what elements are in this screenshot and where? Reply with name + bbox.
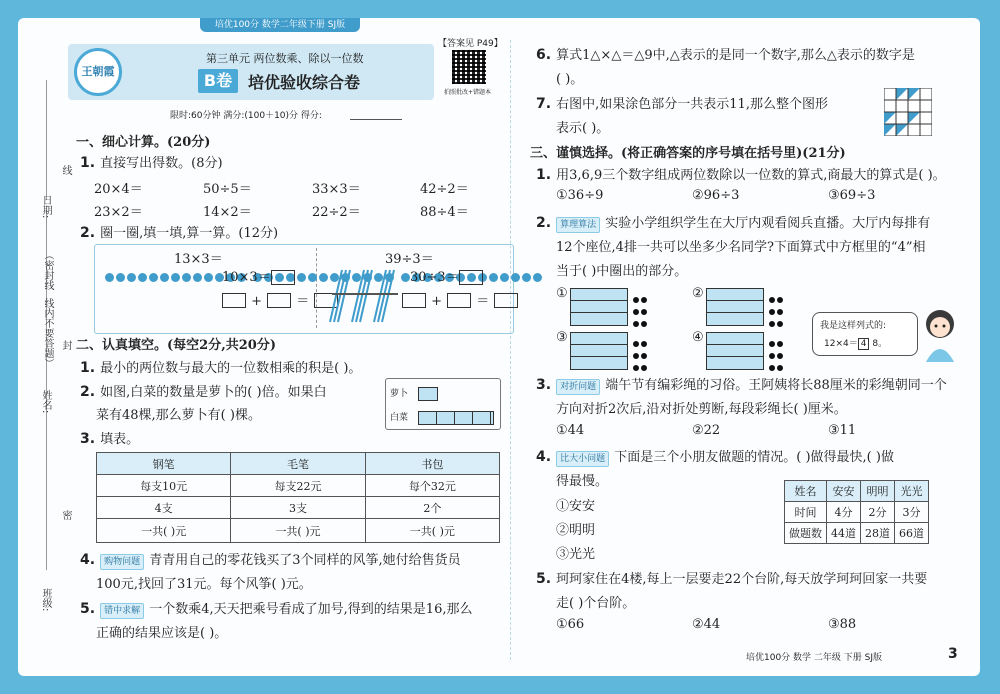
answer-box[interactable] [402,293,426,308]
table-cell: 3分 [895,502,929,523]
choice-1-text[interactable]: 用3,6,9三个数字组成两位数除以一位数的算式,商最大的算式是( )。 [556,168,946,183]
question-number: 1. [80,360,96,376]
answer-box[interactable] [447,293,471,308]
table-header: 书包 [365,453,499,475]
girl-avatar-icon [920,306,960,362]
answer-box[interactable] [459,270,483,285]
fill-5-line2[interactable]: 正确的结果应该是( )。 [96,626,228,641]
seal-mark: 密 [60,510,71,520]
choice-option[interactable]: ③ [556,330,568,345]
fill-4-line2[interactable]: 100元,找回了31元。每个风筝( )元。 [96,577,312,592]
speed-table [784,480,929,544]
question-number: 2. [536,215,552,231]
table-cell: 4支 [97,497,231,519]
question-number: 4. [80,552,96,568]
calc-item[interactable]: 22÷2＝ [312,205,361,220]
choice-3-line1: 端午节有编彩绳的习俗。王阿姨将长88厘米的彩绳朝同一个 [605,378,947,393]
q2-equation-a: 13×3＝ [174,252,223,267]
fill-4-line1: 青青用自己的零花钱买了3个同样的风筝,她付给售货员 [149,553,461,568]
calc-item[interactable]: 88÷4＝ [420,205,469,220]
table-header: 毛笔 [231,453,365,475]
column-divider [510,40,511,660]
choice-2-line3[interactable]: 当于( )中圈出的部分。 [556,264,688,279]
question-number: 2. [80,384,96,400]
topic-tag: 比大小问题 [556,451,609,467]
fill-7-line2[interactable]: 表示( )。 [556,121,610,136]
choice-4-line1[interactable]: 下面是三个小朋友做题的情况。( )做得最快,( )做 [614,450,894,465]
choice-option[interactable]: ①66 [556,617,585,632]
answer-box[interactable] [222,293,246,308]
fill-5-line1: 一个数乘4,天天把乘号看成了加号,得到的结果是16,那么 [149,602,473,617]
name-label: 姓名: [40,390,51,414]
grid-figure [884,88,932,136]
top-banner: 培优100分 数学二年级下册 SJ版 [200,18,360,32]
qr-note: 拍照批改+错题本 [444,89,492,96]
paper-tag: B卷 [198,69,238,93]
fill-6-line1: 算式1△×△＝△9中,△表示的是同一个数字,那么△表示的数字是 [556,48,915,63]
section-2-title: 二、认真填空。(每空2分,共20分) [76,338,276,353]
choice-2-line1: 实验小学组织学生在大厅内观看阅兵直播。大厅内每排有 [605,216,931,231]
section-3-title: 三、谨慎选择。(将正确答案的序号填在括号里)(21分) [530,146,846,161]
exam-meta: 限时:60分钟 满分:(100＋10)分 得分: [170,111,322,121]
q2-equation-b: 10×3＝ [222,270,271,285]
price-table [96,452,500,543]
choice-option[interactable]: ①44 [556,423,585,438]
q2-equation-d: 30÷3＝ [410,270,459,285]
choice-option[interactable]: ②明明 [556,523,596,538]
table-cell: 66道 [895,523,929,544]
page-number: 3 [948,646,958,662]
question-number: 5. [536,571,552,587]
section-1-title: 一、细心计算。(20分) [76,135,211,150]
bar-option-2 [706,286,786,326]
choice-option[interactable]: ③光光 [556,547,596,562]
calc-item[interactable]: 20×4＝ [94,182,143,197]
answer-box[interactable] [271,270,295,285]
calc-item[interactable]: 50÷5＝ [203,182,252,197]
q2-text: 圈一圈,填一填,算一算。(12分) [100,226,279,241]
calc-item[interactable]: 42÷2＝ [420,182,469,197]
choice-option[interactable]: ① [556,286,568,301]
seal-line [46,80,47,200]
topic-tag: 购物问题 [100,554,144,570]
table-header: 钢笔 [97,453,231,475]
score-line [350,119,402,120]
radish-label: 萝卜 [390,389,409,399]
table-cell: 每个32元 [365,475,499,497]
choice-option[interactable]: ③88 [828,617,857,632]
fill-6-line2[interactable]: ( )。 [556,72,584,87]
bar-option-4 [706,330,786,370]
table-cell: 44道 [827,523,861,544]
topic-tag: 错中求解 [100,603,144,619]
table-answer-cell[interactable]: 一共( )元 [231,519,365,543]
unit-title: 第三单元 两位数乘、除以一位数 [206,52,364,65]
brand-logo: 王朝霞 [74,48,122,96]
choice-option[interactable]: ②96÷3 [692,188,740,203]
calc-item[interactable]: 23×2＝ [94,205,143,220]
choice-5-line2[interactable]: 走( )个台阶。 [556,596,636,611]
bubble-text: 我是这样列式的: [820,321,887,331]
choice-2-line2: 12个座位,4排一共可以坐多少名同学?下面算式中方框里的“4”相 [556,240,926,255]
table-cell: 时间 [785,502,827,523]
table-cell: 4分 [827,502,861,523]
question-number: 3. [536,377,552,393]
dot-array [104,268,214,287]
question-number: 2. [80,225,96,241]
table-cell: 每支10元 [97,475,231,497]
choice-option[interactable]: ①36÷9 [556,188,604,203]
seal-mark: 线 [60,165,71,175]
choice-option[interactable]: ②44 [692,617,721,632]
table-header: 光光 [895,481,929,502]
bubble-equation: 12×4＝ [824,339,858,349]
bubble-result: 8。 [872,339,888,349]
table-header: 姓名 [785,481,827,502]
seal-warning-prefix: （密封线 [42,250,53,290]
topic-tag: 算理算法 [556,217,600,233]
q2-divider [316,248,317,328]
seal-mark: 封 [60,340,71,350]
stick-bundles-icon [322,264,402,326]
fill-3-text: 填表。 [100,432,140,447]
table-answer-cell[interactable]: 一共( )元 [97,519,231,543]
question-number: 3. [80,431,96,447]
choice-option[interactable]: ③69÷3 [828,188,876,203]
calc-item[interactable]: 33×3＝ [312,182,361,197]
choice-4-line2: 得最慢。 [556,474,609,489]
seal-warning: 线内不要答题） [42,298,53,368]
table-answer-cell[interactable]: 一共( )元 [365,519,499,543]
bubble-boxed-digit: 4 [858,338,870,350]
page-footer: 培优100分 数学 二年级 下册 SJ版 [746,653,882,663]
radish-bar [418,387,438,401]
question-number: 7. [536,96,552,112]
choice-3-line2[interactable]: 方向对折2次后,沿对折处剪断,每段彩绳长( )厘米。 [556,402,847,417]
q1-text: 直接写出得数。(8分) [100,156,223,171]
choice-option[interactable]: ②22 [692,423,721,438]
cabbage-label: 白菜 [390,413,409,423]
fill-2-line2[interactable]: 菜有48棵,那么萝卜有( )棵。 [96,408,261,423]
choice-option[interactable]: ①安安 [556,499,596,514]
question-number: 6. [536,47,552,63]
table-cell: 28道 [861,523,895,544]
table-header: 安安 [827,481,861,502]
qr-code-icon[interactable] [452,50,486,84]
answer-box[interactable] [267,293,291,308]
question-number: 5. [80,601,96,617]
class-label: 班级: [40,588,51,612]
question-number: 1. [536,167,552,183]
table-cell: 2分 [861,502,895,523]
question-number: 1. [80,155,96,171]
question-number: 4. [536,449,552,465]
choice-option[interactable]: ③11 [828,423,857,438]
date-label: 日期: [40,195,51,219]
calc-item[interactable]: 14×2＝ [203,205,252,220]
fill-7-line1: 右图中,如果涂色部分一共表示11,那么整个图形 [556,97,828,112]
cabbage-bar [418,411,494,425]
table-cell: 3支 [231,497,365,519]
q2-equation-c: 39÷3＝ [385,252,434,267]
choice-5-line1: 珂珂家住在4楼,每上一层要走22个台阶,每天放学珂珂回家一共要 [556,572,928,587]
fill-1-text[interactable]: 最小的两位数与最大的一位数相乘的积是( )。 [100,361,362,376]
q2-picture-frame [94,244,514,334]
bar-option-1 [570,286,650,326]
answer-reference: 【答案见 P49】 [438,39,503,49]
bar-option-3 [570,330,650,370]
table-cell: 做题数 [785,523,827,544]
topic-tag: 对折问题 [556,379,600,395]
paper-title: 培优验收综合卷 [248,73,361,92]
table-cell: 每支22元 [231,475,365,497]
table-cell: 2个 [365,497,499,519]
choice-option[interactable]: ② [692,286,704,301]
table-header: 明明 [861,481,895,502]
answer-box[interactable] [494,293,518,308]
fill-2-line1[interactable]: 如图,白菜的数量是萝卜的( )倍。如果白 [100,385,327,400]
choice-option[interactable]: ④ [692,330,704,345]
